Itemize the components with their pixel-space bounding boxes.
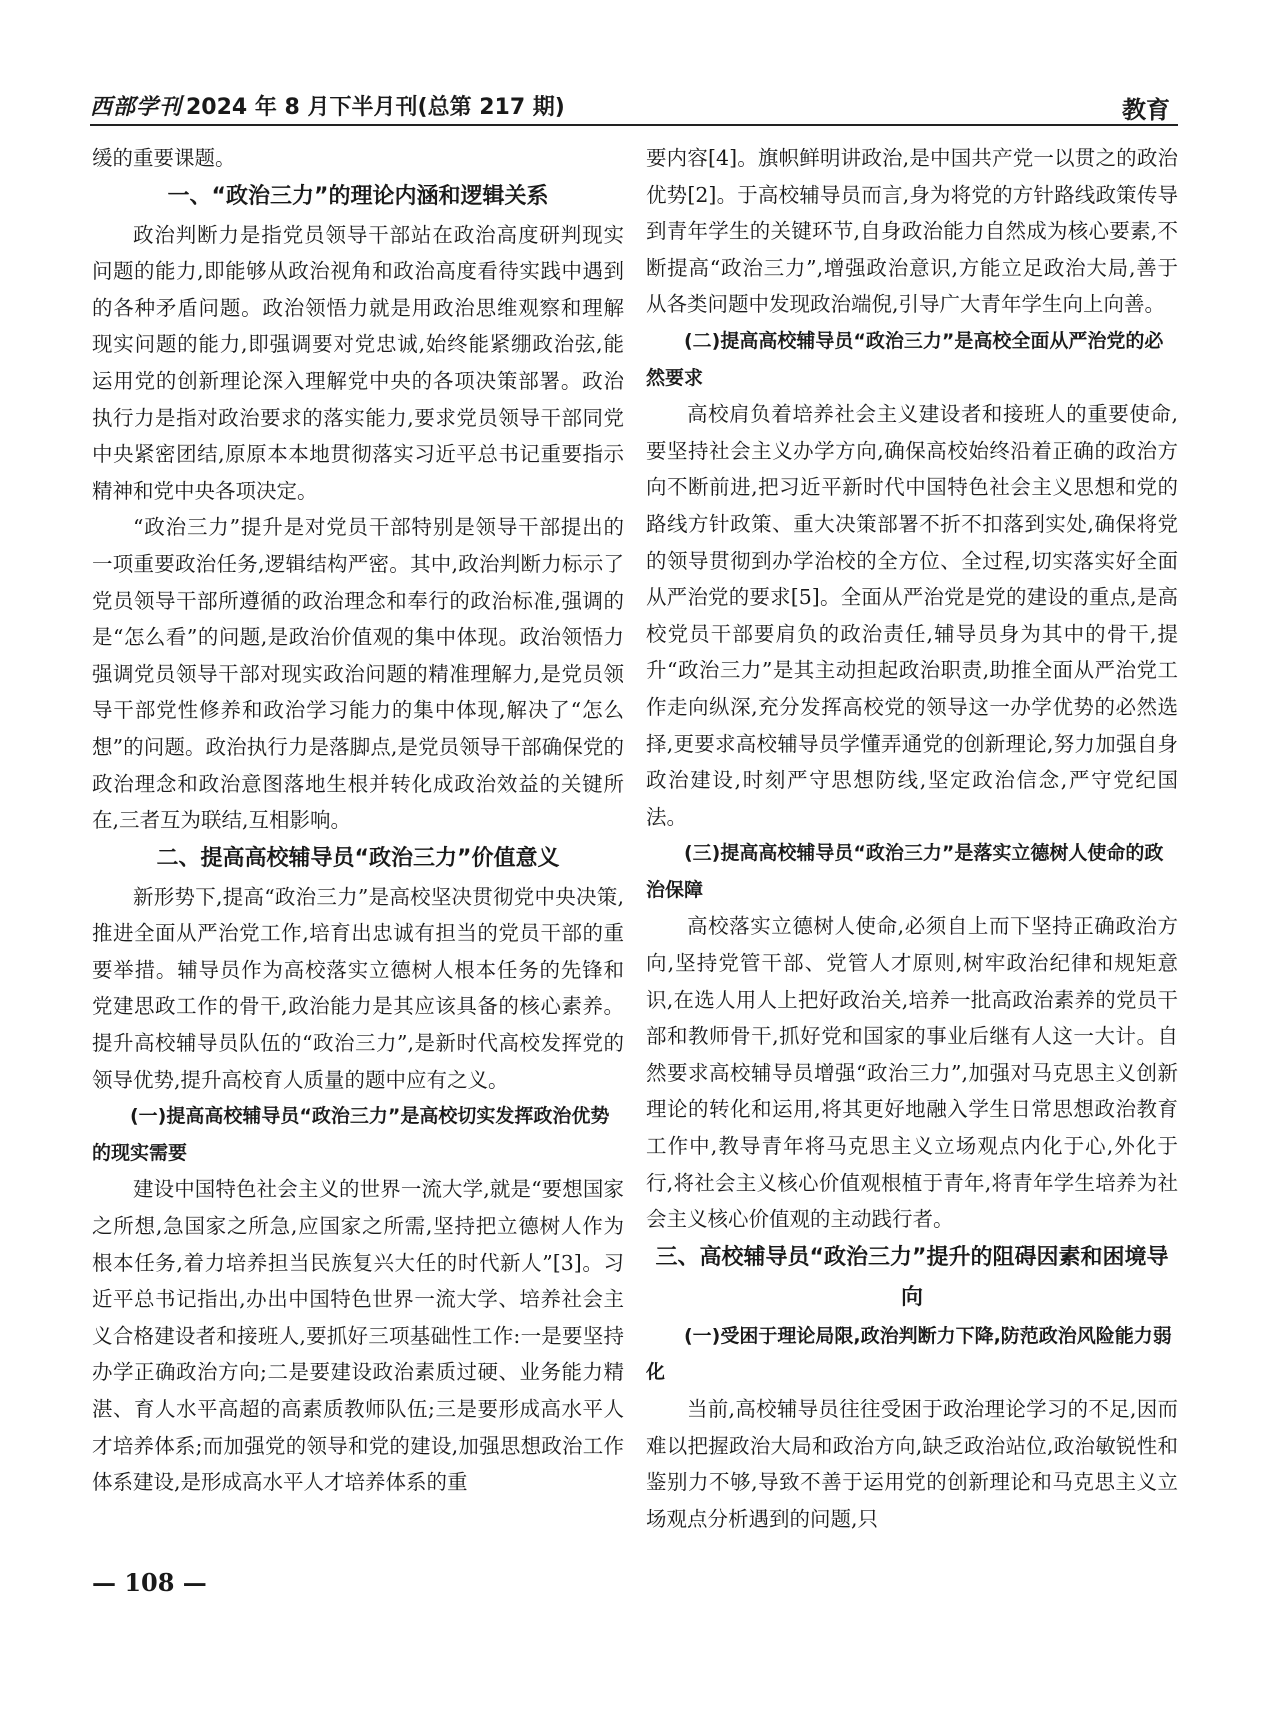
- subsection-heading: (三)提高高校辅导员“政治三力”是落实立德树人使命的政治保障: [646, 842, 1164, 901]
- page-number: — 108 —: [92, 1568, 207, 1597]
- body-paragraph: 要内容[4]。旗帜鲜明讲政治,是中国共产党一以贯之的政治优势[2]。于高校辅导员而言,身为将党的方针路线政策传导到青年学生的关键环节,自身政治能力自然成为核心要素,不断提高“政治三力”,增强政治意识,方能立足政治大局,善于从各类问题中发现政治端倪,引导广大青年学生向上向善。: [646, 146, 1178, 317]
- body-paragraph: 新形势下,提高“政治三力”是高校坚决贯彻党中央决策,推进全面从严治党工作,培育出忠诚有担当的党员干部的重要举措。辅导员作为高校落实立德树人根本任务的先锋和党建思政工作的骨干,政治能力是其应该具备的核心素养。提升高校辅导员队伍的“政治三力”,是新时代高校发挥党的领导优势,提升高校育人质量的题中应有之义。: [92, 884, 624, 1092]
- section-heading: 一、“政治三力”的理论内涵和逻辑关系: [167, 183, 549, 209]
- body-paragraph: 高校落实立德树人使命,必须自上而下坚持正确政治方向,坚持党管干部、党管人才原则,树牢政治纪律和规矩意识,在选人用人上把好政治关,培养一批高政治素养的党员干部和教师骨干,抓好党和国家的事业后继有人这一大计。自然要求高校辅导员增强“政治三力”,加强对马克思主义创新理论的转化和运用,将其更好地融入学生日常思想政治教育工作中,教导青年将马克思主义立场观点内化于心,外化于行,将社会主义核心价值观根植于青年,将青年学生培养为社会主义核心价值观的主动践行者。: [646, 914, 1178, 1232]
- body-paragraph: 当前,高校辅导员往往受困于政治理论学习的不足,因而难以把握政治大局和政治方向,缺乏政治站位,政治敏锐性和鉴别力不够,导致不善于运用党的创新理论和马克思主义立场观点分析遇到的问题,只: [646, 1397, 1178, 1531]
- journal-logo: 西部学刊: [90, 94, 183, 120]
- body-paragraph: 政治判断力是指党员领导干部站在政治高度研判现实问题的能力,即能够从政治视角和政治高度看待实践中遇到的各种矛盾问题。政治领悟力就是用政治思维观察和理解现实问题的能力,即强调要对党忠诚,始终能紧绷政治弦,能运用党的创新理论深入理解党中央的各项决策部署。政治执行力是指对政治要求的落实能力,要求党员领导干部同党中央紧密团结,原原本本地贯彻落实习近平总书记重要指示精神和党中央各项决定。: [92, 222, 624, 503]
- body-paragraph: 缓的重要课题。: [92, 146, 236, 170]
- subsection-heading: (一)受困于理论局限,政治判断力下降,防范政治风险能力弱化: [646, 1324, 1172, 1384]
- right-column: [646, 140, 1178, 1537]
- body-paragraph: “政治三力”提升是对党员干部特别是领导干部提出的一项重要政治任务,逻辑结构严密。其中,政治判断力标示了党员领导干部所遵循的政治理念和奉行的政治标准,强调的是“怎么看”的问题,是政治价值观的集中体现。政治领悟力强调党员领导干部对现实政治问题的精准理解力,是党员领导干部党性修养和政治学习能力的集中体现,解决了“怎么想”的问题。政治执行力是落脚点,是党员领导干部确保党的政治理念和政治意图落地生根并转化成政治效益的关键所在,三者互为联结,互相影响。: [92, 515, 624, 833]
- body-paragraph: 建设中国特色社会主义的世界一流大学,就是“要想国家之所想,急国家之所急,应国家之所需,坚持把立德树人作为根本任务,着力培养担当民族复兴大任的时代新人”[3]。习近平总书记指出,办出中国特色世界一流大学、培养社会主义合格建设者和接班人,要抓好三项基础性工作:一是要坚持办学正确政治方向;二是要建设政治素质过硬、业务能力精湛、育人水平高超的高素质教师队伍;三是要形成高水平人才培养体系;而加强党的领导和党的建设,加强思想政治工作体系建设,是形成高水平人才培养体系的重: [92, 1177, 624, 1495]
- left-column: [92, 140, 624, 1501]
- body-paragraph: 高校肩负着培养社会主义建设者和接班人的重要使命,要坚持社会主义办学方向,确保高校始终沿着正确的政治方向不断前进,把习近平新时代中国特色社会主义思想和党的路线方针政策、重大决策部署不折不扣落到实处,确保将党的领导贯彻到办学治校的全方位、全过程,切实落实好全面从严治党的要求[5]。全面从严治党是党的建设的重点,是高校党员干部要肩负的政治责任,辅导员身为其中的骨干,提升“政治三力”是其主动担起政治职责,助推全面从严治党工作走向纵深,充分发挥高校党的领导这一办学优势的必然选择,更要求高校辅导员学懂弄通党的创新理论,努力加强自身政治建设,时刻严守思想防线,坚定政治信念,严守党纪国法。: [646, 402, 1178, 829]
- subsection-heading: (一)提高高校辅导员“政治三力”是高校切实发挥政治优势的现实需要: [92, 1105, 610, 1164]
- subsection-heading: (二)提高高校辅导员“政治三力”是高校全面从严治党的必然要求: [646, 329, 1164, 389]
- section-heading: 二、提高高校辅导员“政治三力”价值意义: [156, 845, 560, 871]
- header-rule: [90, 124, 1178, 126]
- issue-info: 2024 年 8 月下半月刊(总第 217 期): [186, 95, 565, 120]
- section-heading: 三、高校辅导员“政治三力”提升的阻碍因素和困境导向: [655, 1244, 1169, 1310]
- section-label: 教育: [1122, 96, 1170, 124]
- page-header: [90, 88, 1178, 126]
